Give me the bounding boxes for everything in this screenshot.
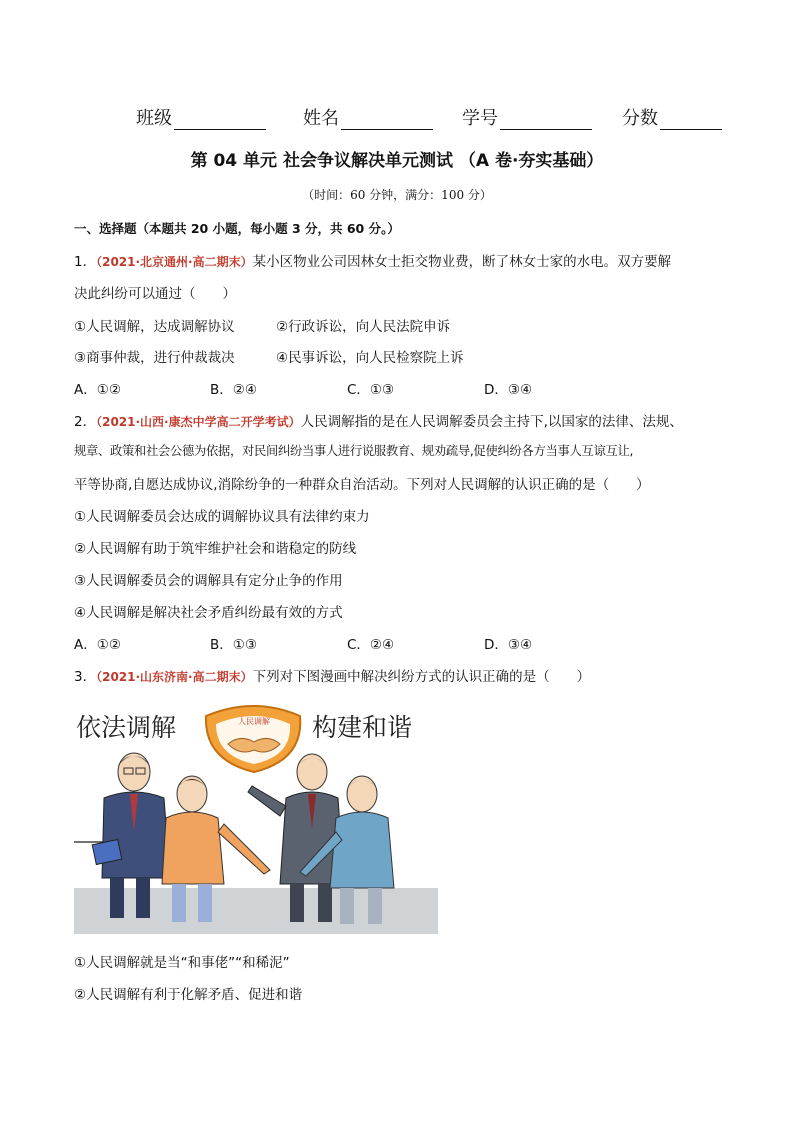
q2-source: （2021·山西·康杰中学高二开学考试） xyxy=(96,415,301,429)
class-field xyxy=(136,104,266,130)
student-id-blank[interactable] xyxy=(500,111,592,130)
q2-option-c[interactable]: C．②④ xyxy=(347,637,395,653)
q2-option-d[interactable]: D．③④ xyxy=(484,637,533,653)
q1-option-c[interactable]: C．①③ xyxy=(347,382,395,398)
class-blank[interactable] xyxy=(174,111,266,130)
name-field xyxy=(303,104,433,130)
q2-item3: ③人民调解委员会的调解具有定分止争的作用 xyxy=(74,573,343,589)
badge-text: 人民调解 xyxy=(238,717,270,726)
q1-stem-line1 xyxy=(74,250,671,270)
score-label: 分数 xyxy=(622,108,658,129)
q3-source: （2021·山东济南·高二期末） xyxy=(96,670,253,684)
q2-item2: ②人民调解有助于筑牢维护社会和谐稳定的防线 xyxy=(74,541,357,557)
class-label: 班级 xyxy=(136,108,172,129)
q1-item3: ③商事仲裁，进行仲裁裁决 xyxy=(74,350,235,366)
q2-option-a[interactable]: A．①② xyxy=(74,637,121,653)
student-info-line xyxy=(136,104,734,130)
q1-source: （2021·北京通州·高二期末） xyxy=(96,255,253,269)
q3-item1: ①人民调解就是当“和事佬”“和稀泥” xyxy=(74,955,290,971)
student-id-field xyxy=(462,104,592,130)
mediation-badge-icon xyxy=(206,706,300,772)
score-blank[interactable] xyxy=(660,111,722,130)
cartoon-slogan-left: 依法调解 xyxy=(76,713,177,742)
q2-stem-line1 xyxy=(74,410,683,430)
name-label: 姓名 xyxy=(303,108,339,129)
exam-time-info: （时间：60 分钟，满分：100 分） xyxy=(302,188,492,202)
q2-stem-line2: 规章、政策和社会公德为依据，对民间纠纷当事人进行说服教育、规劝疏导,促使纠纷各方当事人互谅互让, xyxy=(74,444,634,458)
q2-number: 2． xyxy=(74,414,97,430)
score-field xyxy=(622,104,722,130)
q2-stem-line3: 平等协商,自愿达成协议,消除纷争的一种群众自治活动。下列对人民调解的认识正确的是（ ） xyxy=(74,477,650,493)
q3-stem-line xyxy=(74,665,590,685)
q1-option-b[interactable]: B．②④ xyxy=(210,382,257,398)
q3-item2: ②人民调解有利于化解矛盾、促进和谐 xyxy=(74,987,303,1003)
q2-item4: ④人民调解是解决社会矛盾纠纷最有效的方式 xyxy=(74,605,343,621)
cartoon-slogan-right: 构建和谐 xyxy=(312,713,413,742)
q2-option-b[interactable]: B．①③ xyxy=(210,637,257,653)
q2-stem-text1: 人民调解指的是在人民调解委员会主持下,以国家的法律、法规、 xyxy=(300,414,683,430)
student-id-label: 学号 xyxy=(462,108,498,129)
q1-item2: ②行政诉讼，向人民法院申诉 xyxy=(276,319,451,335)
q2-item1: ①人民调解委员会达成的调解协议具有法律约束力 xyxy=(74,509,370,525)
q3-number: 3． xyxy=(74,669,97,685)
q1-option-a[interactable]: A．①② xyxy=(74,382,121,398)
q1-stem-text1: 某小区物业公司因林女士拒交物业费，断了林女士家的水电。双方要解 xyxy=(252,254,672,270)
name-blank[interactable] xyxy=(341,111,433,130)
cartoon-ground xyxy=(74,888,438,934)
q1-stem-line2: 决此纠纷可以通过（ ） xyxy=(74,286,236,302)
q1-option-d[interactable]: D．③④ xyxy=(484,382,533,398)
page-title: 第 04 单元 社会争议解决单元测试 （A 卷·夯实基础） xyxy=(190,151,604,171)
q1-number: 1． xyxy=(74,254,97,270)
section-heading: 一、选择题（本题共 20 小题，每小题 3 分，共 60 分。） xyxy=(74,221,400,236)
mediation-cartoon xyxy=(74,702,438,934)
q1-item1: ①人民调解，达成调解协议 xyxy=(74,319,235,335)
q1-item4: ④民事诉讼，向人民检察院上诉 xyxy=(276,350,464,366)
q3-stem-text: 下列对下图漫画中解决纠纷方式的认识正确的是（ ） xyxy=(252,669,591,685)
